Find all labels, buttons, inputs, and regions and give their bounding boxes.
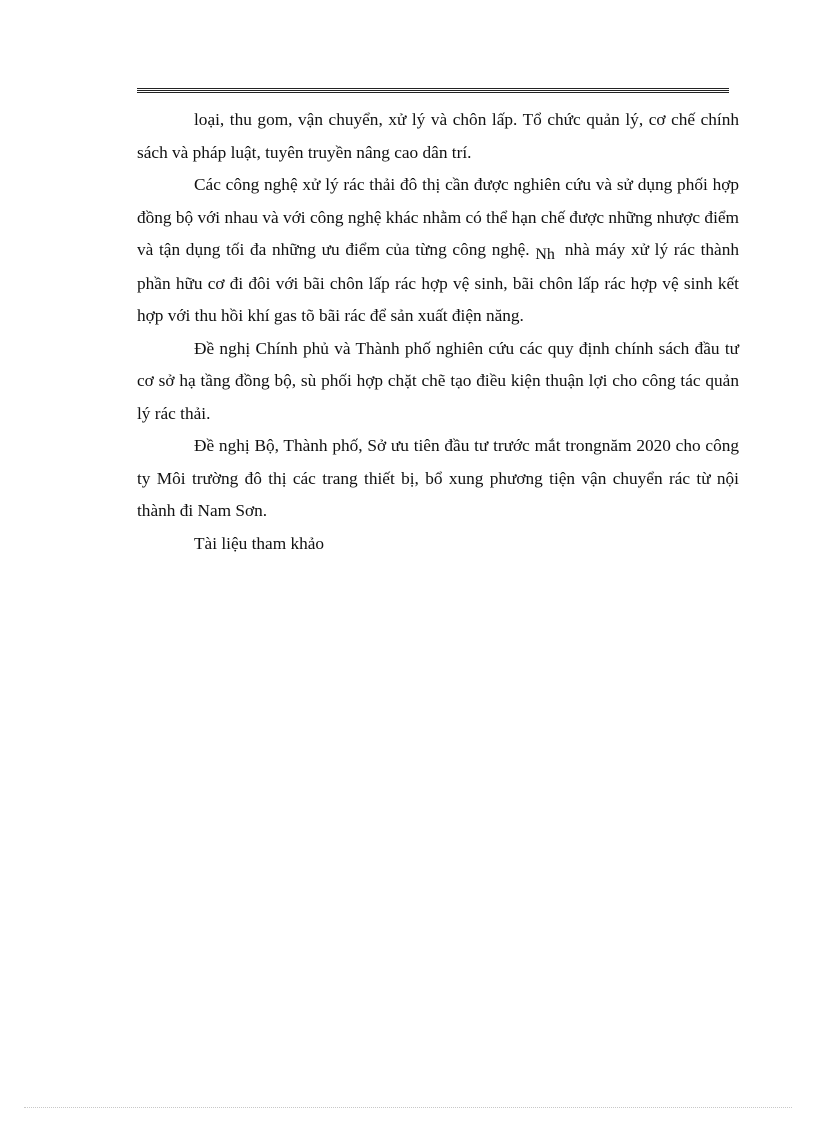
- paragraph-ministry-proposal: Đề nghị Bộ, Thành phố, Sở ưu tiên đầu tư trước mắt trongnăm 2020 cho công ty Môi trường đô thị các trang thiết bị, bổ xung phương tiện vận chuyển rác từ nội thành đi Nam Sơn.: [137, 436, 739, 520]
- references-heading: Tài liệu tham khảo: [194, 533, 325, 553]
- nh-fragment: Nh: [535, 246, 555, 263]
- paragraph-technology-continuation: nhà máy xử lý rác thành phần hữu cơ đi đôi với bãi chôn lấp rác hợp vệ sinh, bãi chôn lấp rác hợp vệ sinh kết hợp với thu hồi khí gas tõ bãi rác để sản xuất điện năng.: [137, 240, 739, 325]
- document-body: [137, 104, 739, 560]
- paragraph-technology-text: Các công nghệ xử lý rác thải đô thị cần được nghiên cứu và sử dụng phối hợp đồng bộ với nhau và với công nghệ khác nhằm có thể hạn chế được những nhược điểm và tận dụng tối đa những ưu điểm của từng công nghệ.: [137, 175, 739, 259]
- footer-dotted-rule: [24, 1107, 792, 1108]
- header-double-rule: [137, 88, 729, 93]
- paragraph-government-proposal: Đề nghị Chính phủ và Thành phố nghiên cứu các quy định chính sách đầu tư cơ sở hạ tầng đồng bộ, sù phối hợp chặt chẽ tạo điều kiện thuận lợi cho công tác quản lý rác thải.: [137, 338, 739, 423]
- paragraph-technology: [137, 169, 739, 333]
- paragraph-continuation: loại, thu gom, vận chuyển, xử lý và chôn lấp. Tổ chức quản lý, cơ chế chính sách và pháp luật, tuyên truyền nâng cao dân trí.: [137, 110, 739, 162]
